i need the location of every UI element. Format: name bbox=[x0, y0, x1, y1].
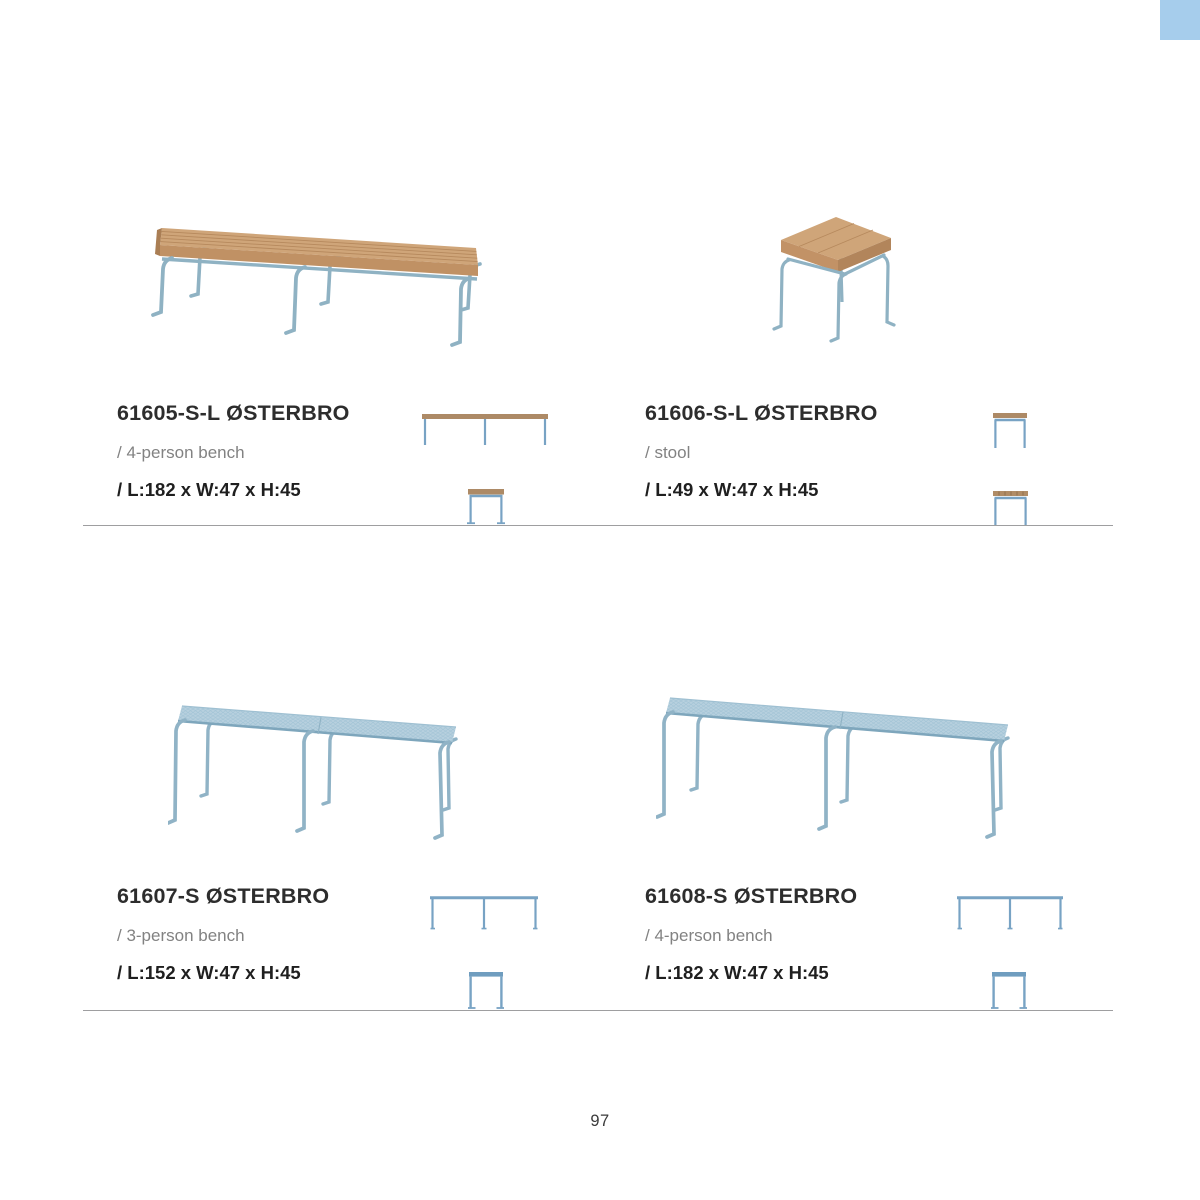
product-photo-steel-bench-4p bbox=[656, 684, 1024, 840]
product-type: / 4-person bench bbox=[645, 926, 773, 945]
section-divider-top bbox=[83, 525, 1113, 526]
product-dimensions: / L:152 x W:47 x H:45 bbox=[117, 962, 301, 983]
product-photo-stool bbox=[768, 210, 908, 346]
product-title: 61607-S ØSTERBRO bbox=[117, 884, 330, 908]
front-view-icon bbox=[957, 896, 1063, 932]
front-view-icon bbox=[993, 413, 1027, 449]
product-title: 61608-S ØSTERBRO bbox=[645, 884, 858, 908]
section-divider-bottom bbox=[83, 1010, 1113, 1011]
product-type: / 4-person bench bbox=[117, 443, 245, 462]
product-type: / 3-person bench bbox=[117, 926, 245, 945]
product-photo-steel-bench-3p bbox=[168, 692, 468, 842]
corner-tab bbox=[1160, 0, 1200, 40]
side-view-icon bbox=[468, 972, 504, 1010]
product-dimensions: / L:49 x W:47 x H:45 bbox=[645, 479, 819, 500]
product-dimensions: / L:182 x W:47 x H:45 bbox=[645, 962, 829, 983]
side-view-icon bbox=[467, 489, 505, 525]
page-number: 97 bbox=[590, 1112, 610, 1130]
product-photo-wood-bench bbox=[150, 212, 490, 354]
front-view-icon bbox=[422, 414, 548, 446]
product-title: 61606-S-L ØSTERBRO bbox=[645, 401, 878, 425]
side-view-icon bbox=[991, 972, 1027, 1010]
product-dimensions: / L:182 x W:47 x H:45 bbox=[117, 479, 301, 500]
front-view-icon bbox=[430, 896, 538, 932]
side-view-icon bbox=[993, 491, 1028, 526]
product-title: 61605-S-L ØSTERBRO bbox=[117, 401, 350, 425]
product-type: / stool bbox=[645, 443, 691, 462]
